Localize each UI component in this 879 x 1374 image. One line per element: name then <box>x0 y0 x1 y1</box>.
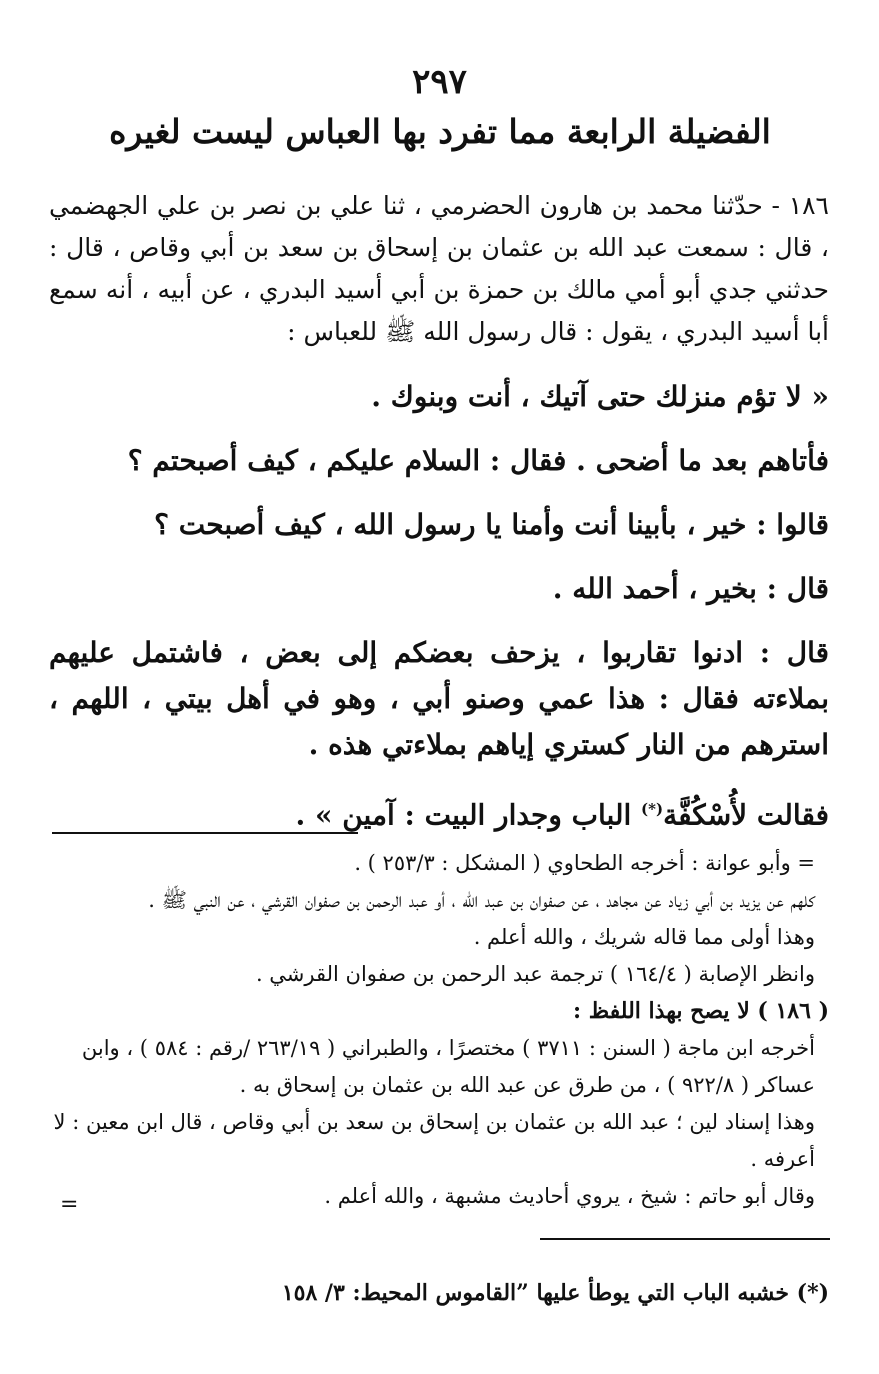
page-footnote: (*) خشبه الباب التي يوطأ عليها ”القاموس المحيط: ٣/ ١٥٨ <box>281 1280 829 1306</box>
hadith-text <box>49 374 829 838</box>
footnote-line: كلهم عن يزيد بن أبي زياد عن مجاهد ، عن صفوان بن عبد الله ، أو عبد الرحمن بن صفوان القرشي ، عن النبي ﷺ . <box>148 888 815 912</box>
hadith-text-part: الباب وجدار البيت : آمين » . <box>295 798 642 832</box>
footnote-marker: (*) <box>641 800 664 818</box>
continuation-mark: = <box>60 1192 79 1217</box>
footnote-line: = وأبو عوانة : أخرجه الطحاوي ( المشكل : ٢٥٣/٣ ) . <box>354 851 815 875</box>
footnote-heading: ( ١٨٦ ) لا يصح بهذا اللفظ : <box>573 998 829 1024</box>
footnote-line: أخرجه ابن ماجة ( السنن : ٣٧١١ ) مختصرًا ، والطبراني ( ٢٦٣/١٩ /رقم : ٥٨٤ ) ، وابن عساكر ( ٩٢٢/٨ ) ، من طرق عن عبد الله بن عثمان بن إسحاق به . <box>81 1036 815 1097</box>
footnote-line: وقال أبو حاتم : شيخ ، يروي أحاديث مشبهة ، والله أعلم . <box>324 1184 815 1208</box>
footnote-line: وهذا إسناد لين ؛ عبد الله بن عثمان بن إسحاق بن سعد بن أبي وقاص ، قال ابن معين : لا أعرفه . <box>53 1110 815 1171</box>
hadith-line: « لا تؤم منزلك حتى آتيك ، أنت وبنوك . <box>371 380 829 413</box>
hadith-line: قال : ادنوا تقاربوا ، يزحف بعضكم إلى بعض ، فاشتمل عليهم بملاءته فقال : هذا عمي وصنو أبي ، وهو في أهل بيتي ، اللهم ، استرهم من النار كستري إياهم بملاءتي هذه . <box>49 636 829 761</box>
hadith-line: فأتاهم بعد ما أضحى . فقال : السلام عليكم ، كيف أصبحتم ؟ <box>127 444 829 477</box>
footnote-line: وهذا أولى مما قاله شريك ، والله أعلم . <box>473 925 815 949</box>
page-number: ٢٩٧ <box>412 62 467 102</box>
chapter-title: الفضيلة الرابعة مما تفرد بها العباس ليست لغيره <box>109 112 771 151</box>
bottom-separator <box>540 1238 830 1240</box>
hadith-line: قال : بخير ، أحمد الله . <box>552 572 829 605</box>
hadith-line-final <box>49 786 829 838</box>
hadith-text-part: فقالت لأُسْكُفَّة <box>663 798 829 832</box>
footnote-separator <box>52 832 358 834</box>
hadith-line: قالوا : خير ، بأبينا أنت وأمنا يا رسول الله ، كيف أصبحت ؟ <box>154 508 829 541</box>
footnote-line: وانظر الإصابة ( ١٦٤/٤ ) ترجمة عبد الرحمن بن صفوان القرشي . <box>255 962 815 986</box>
footnotes <box>49 845 829 1215</box>
isnad-paragraph: ١٨٦ - حدّثنا محمد بن هارون الحضرمي ، ثنا علي بن نصر بن علي الجهضمي ، قال : سمعت عبد الله بن عثمان بن إسحاق بن سعد بن أبي وقاص ، قال : حدثني جدي أبو أمي مالك بن حمزة بن أبي أسيد البدري ، عن أبيه ، أنه سمع أبا أسيد البدري ، يقول : قال رسول الله ﷺ للعباس : <box>49 191 829 346</box>
